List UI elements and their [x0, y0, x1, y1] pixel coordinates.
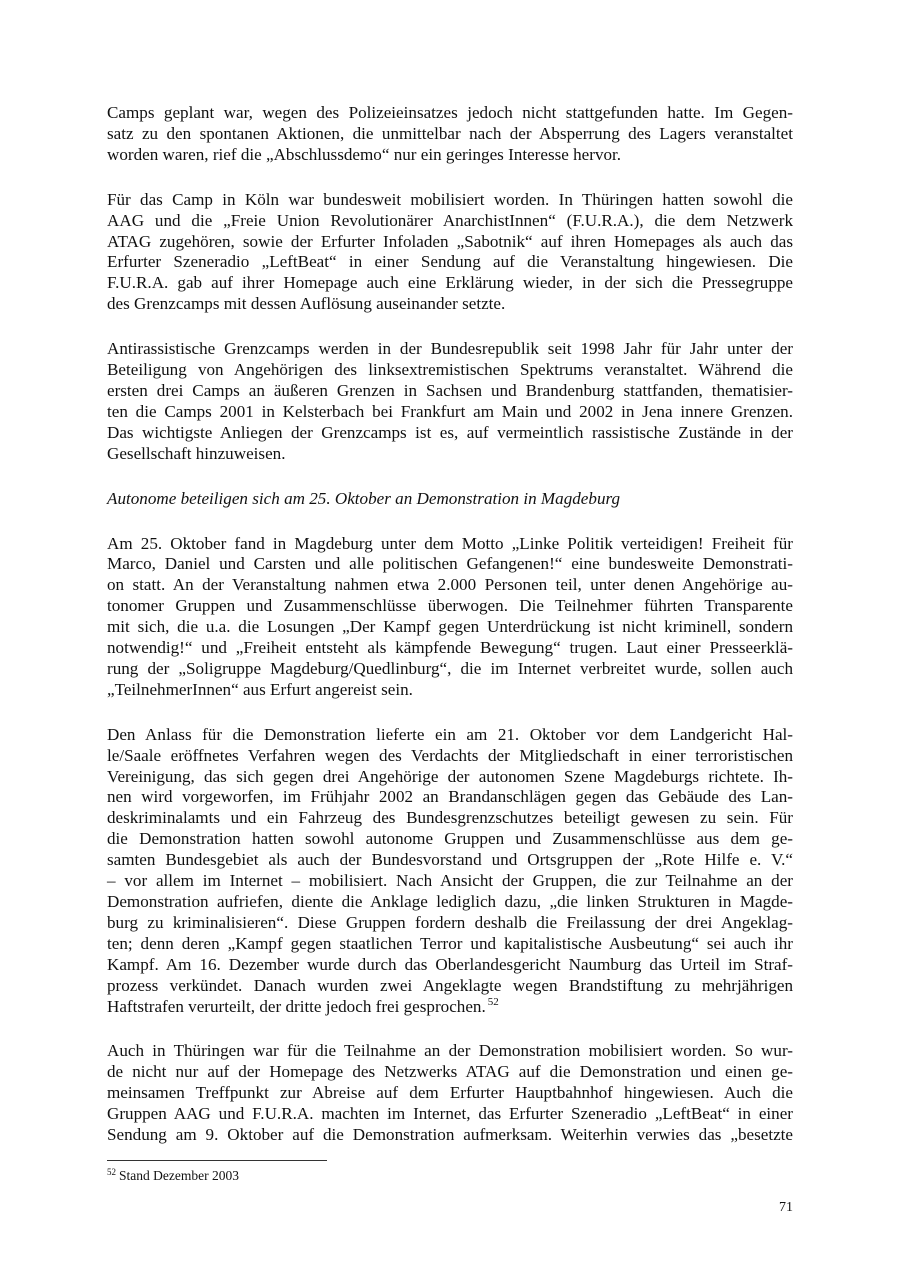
text-line: le/Saale eröffnetes Verfahren wegen des Verdachts der Mitgliedschaft in einer terroristischen — [107, 745, 793, 765]
text-line: Camps geplant war, wegen des Polizeieinsatzes jedoch nicht stattgefunden hatte. Im Gegen- — [107, 103, 793, 122]
text-line: Erfurter Szeneradio „LeftBeat“ in einer Sendung auf die Veranstaltung hingewiesen. Die — [107, 252, 793, 272]
footnote-reference[interactable]: 52 — [487, 995, 499, 1008]
text-line: Am 25. Oktober fand in Magdeburg unter dem Motto „Linke Politik verteidigen! Freiheit für — [107, 533, 793, 553]
text-line: meinsamen Treffpunkt zur Abreise auf dem Erfurter Hauptbahnhof hingewiesen. Auch die — [107, 1083, 793, 1103]
text-line: Kampf. Am 16. Dezember wurde durch das Oberlandesgericht Naumburg das Urteil im Straf- — [107, 954, 793, 974]
paragraph — [107, 1041, 793, 1146]
paragraph — [107, 190, 793, 315]
text-line: deskriminalamts und ein Fahrzeug des Bundesgrenzschutzes beteiligt gewesen zu sein. Für — [107, 808, 793, 828]
text-line: burg zu kriminalisieren“. Diese Gruppen fordern deshalb die Freilassung der drei Angeklag- — [107, 912, 793, 932]
text-line: Haftstrafen verurteilt, der dritte jedoch frei gesprochen. — [107, 996, 486, 1016]
text-line: de nicht nur auf der Homepage des Netzwerks ATAG auf die Demonstration und einen ge- — [107, 1062, 793, 1082]
text-line: – vor allem im Internet – mobilisiert. Nach Ansicht der Gruppen, die zur Teilnahme an der — [107, 871, 793, 891]
text-line: ten die Camps 2001 in Kelsterbach bei Frankfurt am Main und 2002 in Jena innere Grenzen. — [107, 401, 793, 421]
text-line: on statt. An der Veranstaltung nahmen etwa 2.000 Personen teil, unter denen Angehörige au- — [107, 575, 793, 595]
footnote-text: Stand Dezember 2003 — [119, 1168, 239, 1183]
text-line: rung der „Soligruppe Magdeburg/Quedlinburg“, die im Internet verbreitet wurde, sollen auch — [107, 658, 793, 678]
text-line: Beteiligung von Angehörigen des linksextremistischen Spektrums veranstaltet. Während die — [107, 360, 793, 380]
footnote-divider — [107, 1160, 327, 1161]
paragraph — [107, 534, 793, 701]
page-number: 71 — [779, 1200, 793, 1215]
text-line: mit sich, die u.a. die Losungen „Der Kampf gegen Unterdrückung ist nicht kriminell, sondern — [107, 617, 793, 637]
text-line: notwendig!“ und „Freiheit entsteht als kämpfende Bewegung“ trugen. Laut einer Presseerklä- — [107, 638, 793, 658]
text-line: „TeilnehmerInnen“ aus Erfurt angereist sein. — [107, 679, 413, 699]
text-line: AAG und die „Freie Union Revolutionärer AnarchistInnen“ (F.U.R.A.), die dem Netzwerk — [107, 210, 793, 230]
page-body — [107, 103, 793, 1170]
text-line: des Grenzcamps mit dessen Auflösung auseinander setzte. — [107, 294, 506, 314]
text-line: Marco, Daniel und Carsten und alle politischen Gefangenen!“ eine bundesweite Demonstrati- — [107, 554, 793, 574]
text-line: Für das Camp in Köln war bundesweit mobilisiert worden. In Thüringen hatten sowohl die — [107, 189, 793, 209]
text-line: nen wird vorgeworfen, im Frühjahr 2002 an Brandanschlägen gegen das Gebäude des Lan- — [107, 787, 793, 807]
text-line: Gesellschaft hinzuweisen. — [107, 443, 286, 463]
text-line: worden waren, rief die „Abschlussdemo“ nur ein geringes Interesse hervor. — [107, 144, 622, 164]
text-line: Demonstration aufriefen, diente die Anklage lediglich dazu, „die linken Strukturen in Magde- — [107, 892, 793, 911]
text-line: Sendung am 9. Oktober auf die Demonstration aufmerksam. Weiterhin verwies das „besetzte — [107, 1125, 793, 1145]
text-line-with-footnote — [107, 997, 793, 1018]
footnote-number: 52 — [107, 1167, 116, 1177]
text-line: Antirassistische Grenzcamps werden in der Bundesrepublik seit 1998 Jahr für Jahr unter der — [107, 339, 793, 359]
text-line: ATAG zugehören, sowie der Erfurter Infoladen „Sabotnik“ auf ihren Homepages als auch das — [107, 231, 793, 251]
text-line: Gruppen AAG und F.U.R.A. machten im Internet, das Erfurter Szeneradio „LeftBeat“ in einer — [107, 1104, 793, 1124]
text-line: tonomer Gruppen und Zusammenschlüsse überwogen. Die Teilnehmer führten Transparente — [107, 596, 793, 616]
paragraph — [107, 725, 793, 1018]
section-heading: Autonome beteiligen sich am 25. Oktober an Demonstration in Magdeburg — [107, 488, 621, 508]
text-line: Den Anlass für die Demonstration lieferte ein am 21. Oktober vor dem Landgericht Hal- — [107, 724, 793, 744]
text-line: samten Bundesgebiet als auch der Bundesvorstand und Ortsgruppen der „Rote Hilfe e. V.“ — [107, 850, 793, 870]
text-line: F.U.R.A. gab auf ihrer Homepage auch eine Erklärung wieder, in der sich die Pressegruppe — [107, 273, 793, 293]
footnote — [107, 1167, 239, 1185]
text-line: Auch in Thüringen war für die Teilnahme an der Demonstration mobilisiert worden. So wur- — [107, 1041, 793, 1061]
text-line: Vereinigung, das sich gegen drei Angehörige der autonomen Szene Magdeburgs richtete. Ih- — [107, 766, 793, 786]
text-line: prozess verkündet. Danach wurden zwei Angeklagte wegen Brandstiftung zu mehrjährigen — [107, 975, 793, 995]
paragraph — [107, 339, 793, 464]
text-line: die Demonstration hatten sowohl autonome Gruppen und Zusammenschlüsse aus dem ge- — [107, 829, 793, 849]
paragraph — [107, 103, 793, 166]
text-line: ten; denn deren „Kampf gegen staatlichen Terror und kapitalistische Ausbeutung“ sei auch ihr — [107, 933, 793, 953]
text-line: satz zu den spontanen Aktionen, die unmittelbar nach der Absperrung des Lagers veranstaltet — [107, 123, 793, 143]
text-line: ersten drei Camps an äußeren Grenzen in Sachsen und Brandenburg stattfanden, thematisier- — [107, 380, 793, 400]
text-line: Das wichtigste Anliegen der Grenzcamps ist es, auf vermeintlich rassistische Zustände in der — [107, 422, 793, 442]
